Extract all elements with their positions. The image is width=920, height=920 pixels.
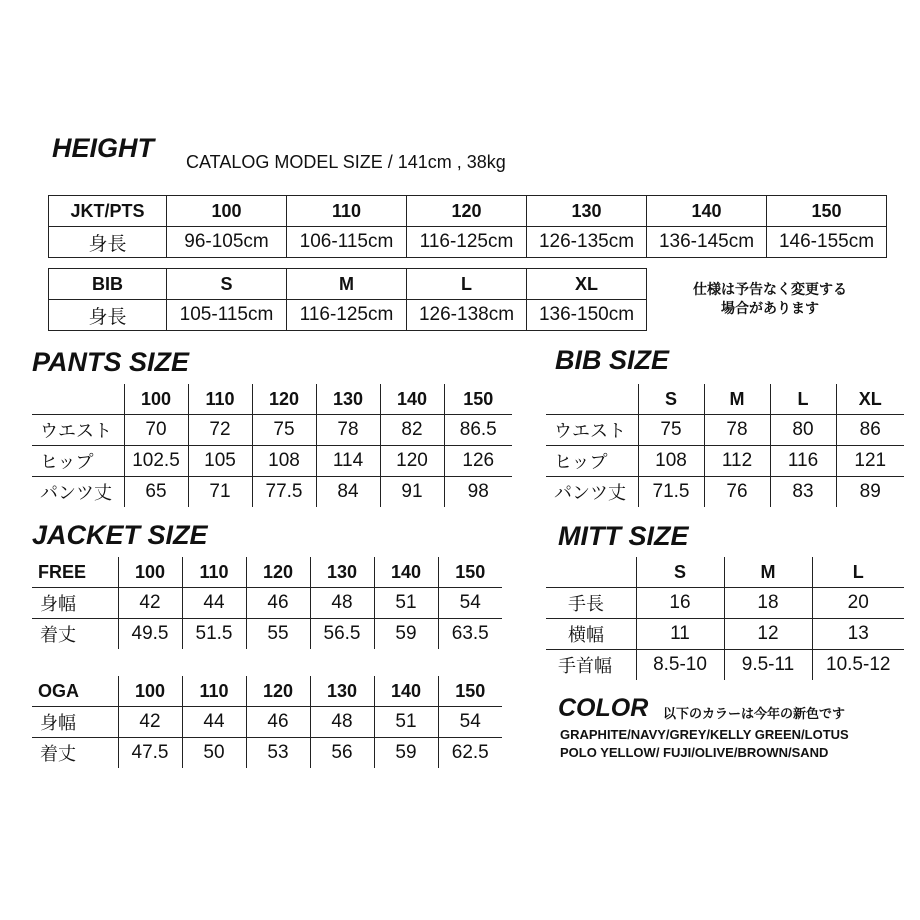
height-title: HEIGHT (52, 133, 155, 163)
table-cell: 59 (374, 738, 438, 769)
header-cell: 140 (380, 384, 444, 415)
table-row (546, 477, 904, 508)
jacket-free-header-row (32, 557, 502, 588)
spec-notice-line2: 場合があります (721, 300, 819, 316)
table-cell: 116-125cm (407, 227, 527, 258)
table-row (32, 446, 512, 477)
header-cell: L (770, 384, 836, 415)
header-cell: 100 (124, 384, 188, 415)
table-cell: 46 (246, 588, 310, 619)
table-cell: 120 (380, 446, 444, 477)
table-cell: 47.5 (118, 738, 182, 769)
table-cell: 13 (812, 619, 904, 650)
mitt-size-title: MITT SIZE (558, 521, 689, 551)
table-cell: 51.5 (182, 619, 246, 650)
table-cell: 71 (188, 477, 252, 508)
table-cell: 71.5 (638, 477, 704, 508)
table-cell: 86 (836, 415, 904, 446)
table-cell: 78 (704, 415, 770, 446)
table-cell: 77.5 (252, 477, 316, 508)
table-cell: 70 (124, 415, 188, 446)
height-jkt-row (49, 227, 887, 258)
table-cell: 89 (836, 477, 904, 508)
table-cell: 146-155cm (767, 227, 887, 258)
table-cell: 98 (444, 477, 512, 508)
header-cell: FREE (32, 557, 118, 588)
table-cell: 44 (182, 588, 246, 619)
table-cell: 44 (182, 707, 246, 738)
jacket-oga-header-row (32, 676, 502, 707)
table-cell: 10.5-12 (812, 650, 904, 681)
table-cell: 121 (836, 446, 904, 477)
table-cell: 51 (374, 707, 438, 738)
bib-header-row (546, 384, 904, 415)
header-cell: 120 (252, 384, 316, 415)
table-cell: 42 (118, 707, 182, 738)
table-cell: 62.5 (438, 738, 502, 769)
header-cell: 130 (310, 676, 374, 707)
header-cell: 140 (374, 557, 438, 588)
row-label: ウエスト (32, 415, 124, 446)
table-cell: 76 (704, 477, 770, 508)
header-cell: 120 (407, 196, 527, 227)
table-cell: 116-125cm (287, 300, 407, 331)
color-list-line1: GRAPHITE/NAVY/GREY/KELLY GREEN/LOTUS (560, 727, 849, 742)
table-cell: 84 (316, 477, 380, 508)
color-title: COLOR (558, 694, 649, 722)
header-cell: L (812, 557, 904, 588)
height-jkt-table (48, 195, 887, 258)
table-cell: 136-145cm (647, 227, 767, 258)
table-cell: 114 (316, 446, 380, 477)
header-cell: 130 (310, 557, 374, 588)
header-cell: 150 (438, 557, 502, 588)
table-cell: 91 (380, 477, 444, 508)
header-cell: 150 (767, 196, 887, 227)
table-row (32, 477, 512, 508)
table-cell: 105-115cm (167, 300, 287, 331)
table-cell: 56 (310, 738, 374, 769)
table-cell: 46 (246, 707, 310, 738)
table-cell: 86.5 (444, 415, 512, 446)
table-cell: 63.5 (438, 619, 502, 650)
header-cell: M (704, 384, 770, 415)
table-cell: 11 (636, 619, 724, 650)
table-cell: 65 (124, 477, 188, 508)
table-row (546, 650, 904, 681)
table-cell: 108 (638, 446, 704, 477)
height-jkt-header-row (49, 196, 887, 227)
header-cell: 130 (316, 384, 380, 415)
row-label: 身長 (49, 227, 167, 258)
color-list-line2: POLO YELLOW/ FUJI/OLIVE/BROWN/SAND (560, 745, 829, 760)
header-cell: M (287, 269, 407, 300)
header-cell: 100 (118, 676, 182, 707)
table-cell: 20 (812, 588, 904, 619)
table-cell: 8.5-10 (636, 650, 724, 681)
table-row (546, 588, 904, 619)
table-cell: 80 (770, 415, 836, 446)
header-cell: 110 (287, 196, 407, 227)
header-cell: L (407, 269, 527, 300)
table-cell: 53 (246, 738, 310, 769)
jacket-free-table (32, 557, 502, 649)
pants-size-table (32, 384, 512, 507)
table-cell: 126-135cm (527, 227, 647, 258)
header-cell: 110 (182, 676, 246, 707)
table-row (546, 415, 904, 446)
row-label: パンツ丈 (554, 483, 626, 503)
table-cell: 83 (770, 477, 836, 508)
table-row (32, 415, 512, 446)
jacket-oga-table (32, 676, 502, 768)
header-cell: 150 (438, 676, 502, 707)
table-cell: 75 (638, 415, 704, 446)
bib-size-title: BIB SIZE (555, 345, 670, 375)
header-cell (546, 557, 636, 588)
spec-notice (660, 280, 880, 318)
row-label: ヒップ (32, 446, 124, 477)
row-label: 身長 (49, 300, 167, 331)
header-cell: S (638, 384, 704, 415)
table-cell: 75 (252, 415, 316, 446)
table-cell: 50 (182, 738, 246, 769)
table-cell: 136-150cm (527, 300, 647, 331)
height-bib-table (48, 268, 647, 331)
table-cell: 126 (444, 446, 512, 477)
table-row (32, 619, 502, 650)
table-cell: 108 (252, 446, 316, 477)
spec-notice-line1: 仕様は予告なく変更する (693, 281, 847, 297)
header-cell: BIB (49, 269, 167, 300)
table-cell: 126-138cm (407, 300, 527, 331)
mitt-size-table (546, 557, 904, 680)
header-cell (546, 384, 638, 415)
row-label: 身幅 (32, 588, 118, 619)
table-cell: 51 (374, 588, 438, 619)
table-row (32, 588, 502, 619)
header-cell: 150 (444, 384, 512, 415)
header-cell: M (724, 557, 812, 588)
row-label: 着丈 (40, 625, 76, 645)
row-label: 横幅 (546, 619, 636, 650)
table-cell: 42 (118, 588, 182, 619)
catalog-model-note: CATALOG MODEL SIZE / 141cm , 38kg (186, 152, 506, 172)
table-cell: 18 (724, 588, 812, 619)
mitt-header-row (546, 557, 904, 588)
table-cell: 48 (310, 707, 374, 738)
header-cell: 130 (527, 196, 647, 227)
header-cell: 110 (182, 557, 246, 588)
table-cell: 105 (188, 446, 252, 477)
pants-size-title: PANTS SIZE (32, 347, 190, 377)
table-cell: 54 (438, 707, 502, 738)
color-list (560, 726, 849, 762)
row-label: 手長 (546, 588, 636, 619)
table-cell: 59 (374, 619, 438, 650)
table-row (546, 619, 904, 650)
header-cell: 100 (167, 196, 287, 227)
table-cell: 48 (310, 588, 374, 619)
table-cell: 78 (316, 415, 380, 446)
height-bib-row (49, 300, 647, 331)
header-cell: 140 (647, 196, 767, 227)
header-cell: S (167, 269, 287, 300)
table-cell: 9.5-11 (724, 650, 812, 681)
header-cell: 100 (118, 557, 182, 588)
header-cell: OGA (32, 676, 118, 707)
table-cell: 72 (188, 415, 252, 446)
table-cell: 49.5 (118, 619, 182, 650)
table-cell: 82 (380, 415, 444, 446)
row-label: 身幅 (32, 707, 118, 738)
table-cell: 55 (246, 619, 310, 650)
header-cell: XL (836, 384, 904, 415)
table-cell: 116 (770, 446, 836, 477)
header-cell: XL (527, 269, 647, 300)
row-label: 着丈 (40, 744, 76, 764)
row-label: 手首幅 (558, 656, 612, 676)
bib-size-table (546, 384, 904, 507)
header-cell: 120 (246, 676, 310, 707)
row-label: パンツ丈 (40, 483, 112, 503)
table-row (32, 707, 502, 738)
table-cell: 12 (724, 619, 812, 650)
table-row (32, 738, 502, 769)
row-label: ヒップ (546, 446, 638, 477)
color-note: 以下のカラーは今年の新色です (663, 706, 846, 721)
table-cell: 102.5 (124, 446, 188, 477)
height-bib-header-row (49, 269, 647, 300)
header-cell: JKT/PTS (49, 196, 167, 227)
table-row (546, 446, 904, 477)
header-cell: 120 (246, 557, 310, 588)
table-cell: 96-105cm (167, 227, 287, 258)
header-cell: 140 (374, 676, 438, 707)
table-cell: 56.5 (310, 619, 374, 650)
table-cell: 112 (704, 446, 770, 477)
table-cell: 16 (636, 588, 724, 619)
header-cell: S (636, 557, 724, 588)
row-label: ウエスト (546, 415, 638, 446)
pants-header-row (32, 384, 512, 415)
table-cell: 106-115cm (287, 227, 407, 258)
header-cell (32, 384, 124, 415)
jacket-size-title: JACKET SIZE (32, 520, 208, 550)
header-cell: 110 (188, 384, 252, 415)
table-cell: 54 (438, 588, 502, 619)
